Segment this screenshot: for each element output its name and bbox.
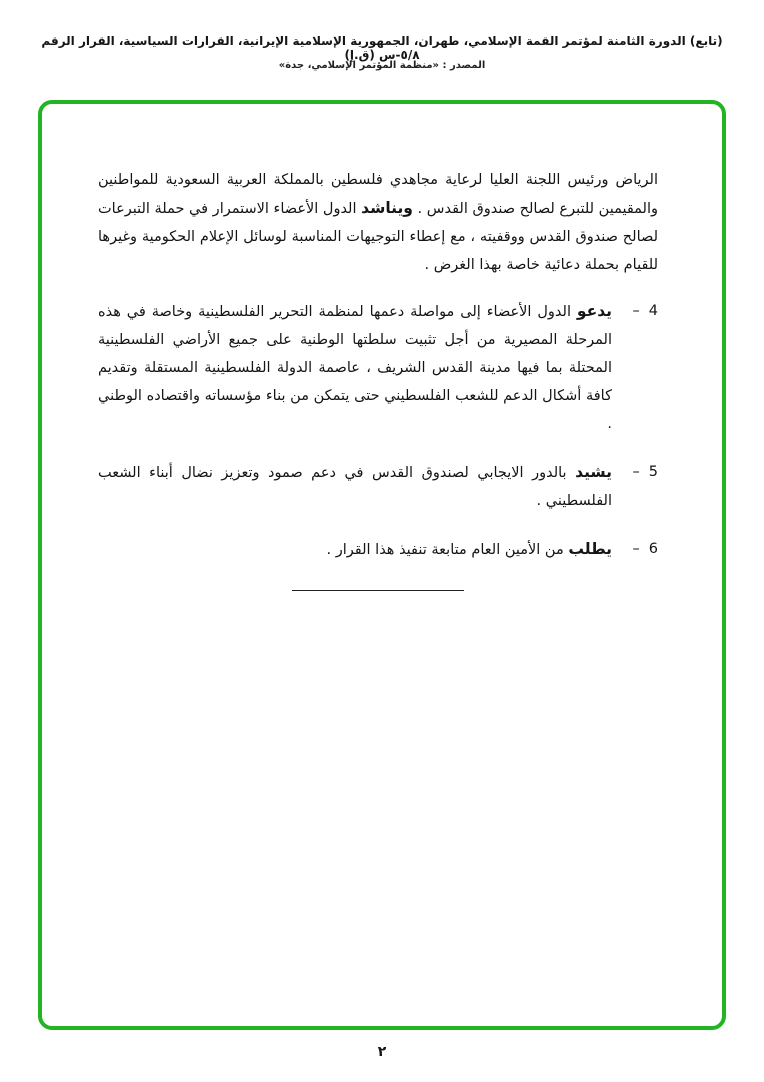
resolution-item-4 (98, 297, 658, 438)
item-5-lead: يشيد (575, 463, 612, 481)
item-4-number: 4 (648, 303, 658, 319)
end-of-text-divider (292, 590, 464, 591)
item-6-text (98, 535, 612, 564)
document-header: (تابع) الدورة الثامنة لمؤتمر القمة الإسلامي، طهران، الجمهورية الإسلامية الإيرانية، القرارات السياسية، القرار الرقم ٥/٨-س (ق.إ) (41, 34, 723, 62)
item-5-number: 5 (648, 464, 658, 480)
item-6-body: من الأمين العام متابعة تنفيذ هذا القرار . (326, 542, 569, 558)
document-border (38, 100, 726, 1030)
item-4-lead: يدعو (576, 302, 612, 320)
item-6-number: 6 (648, 541, 658, 557)
page-number: ٢ (377, 1044, 387, 1060)
document-source: المصدر : «منظمة المؤتمر الإسلامي، جدة» (278, 60, 486, 71)
item-5-dash: – (632, 464, 640, 480)
item-5-marker (612, 458, 658, 515)
paragraph-text-before: الرياض ورئيس اللجنة العليا لرعاية مجاهدي فلسطين بالمملكة العربية السعودية للمواطنين والمقيمين للتبرع لصالح صندوق القدس . (98, 172, 659, 217)
paragraph-text-after: الدول الأعضاء الاستمرار في حملة التبرعات لصالح صندوق القدس ووقفيته ، مع إعطاء التوجيهات المناسبة لوسائل الإعلام الحكومية وغيرها للقيام بحملة دعائية خاصة بهذا الغرض . (98, 201, 658, 273)
item-6-dash: – (632, 541, 640, 557)
item-4-marker (612, 297, 658, 438)
paragraph-bold-word: ويناشد (361, 199, 413, 217)
resolution-item-6 (98, 535, 658, 564)
item-4-text (98, 297, 612, 438)
item-6-lead: يطلب (568, 540, 612, 558)
resolution-item-5 (98, 458, 658, 515)
item-5-text (98, 458, 612, 515)
continuation-paragraph (98, 166, 658, 279)
item-4-dash: – (632, 303, 640, 319)
document-body (42, 104, 722, 591)
item-4-body: الدول الأعضاء إلى مواصلة دعمها لمنظمة التحرير الفلسطينية وخاصة في هذه المرحلة المصيرية من أجل تثبيت سلطتها الوطنية على جميع الأراضي الفلسطينية المحتلة بما فيها مدينة القدس الشريف ، عاصمة الدولة الفلسطينية المستقلة وتقديم كافة أشكال الدعم للشعب الفلسطيني حتى يتمكن من بناء مؤسساته واقتصاده الوطني . (98, 304, 612, 432)
item-6-marker (612, 535, 658, 564)
item-5-body: بالدور الايجابي لصندوق القدس في دعم صمود وتعزيز نضال أبناء الشعب الفلسطيني . (98, 465, 612, 509)
